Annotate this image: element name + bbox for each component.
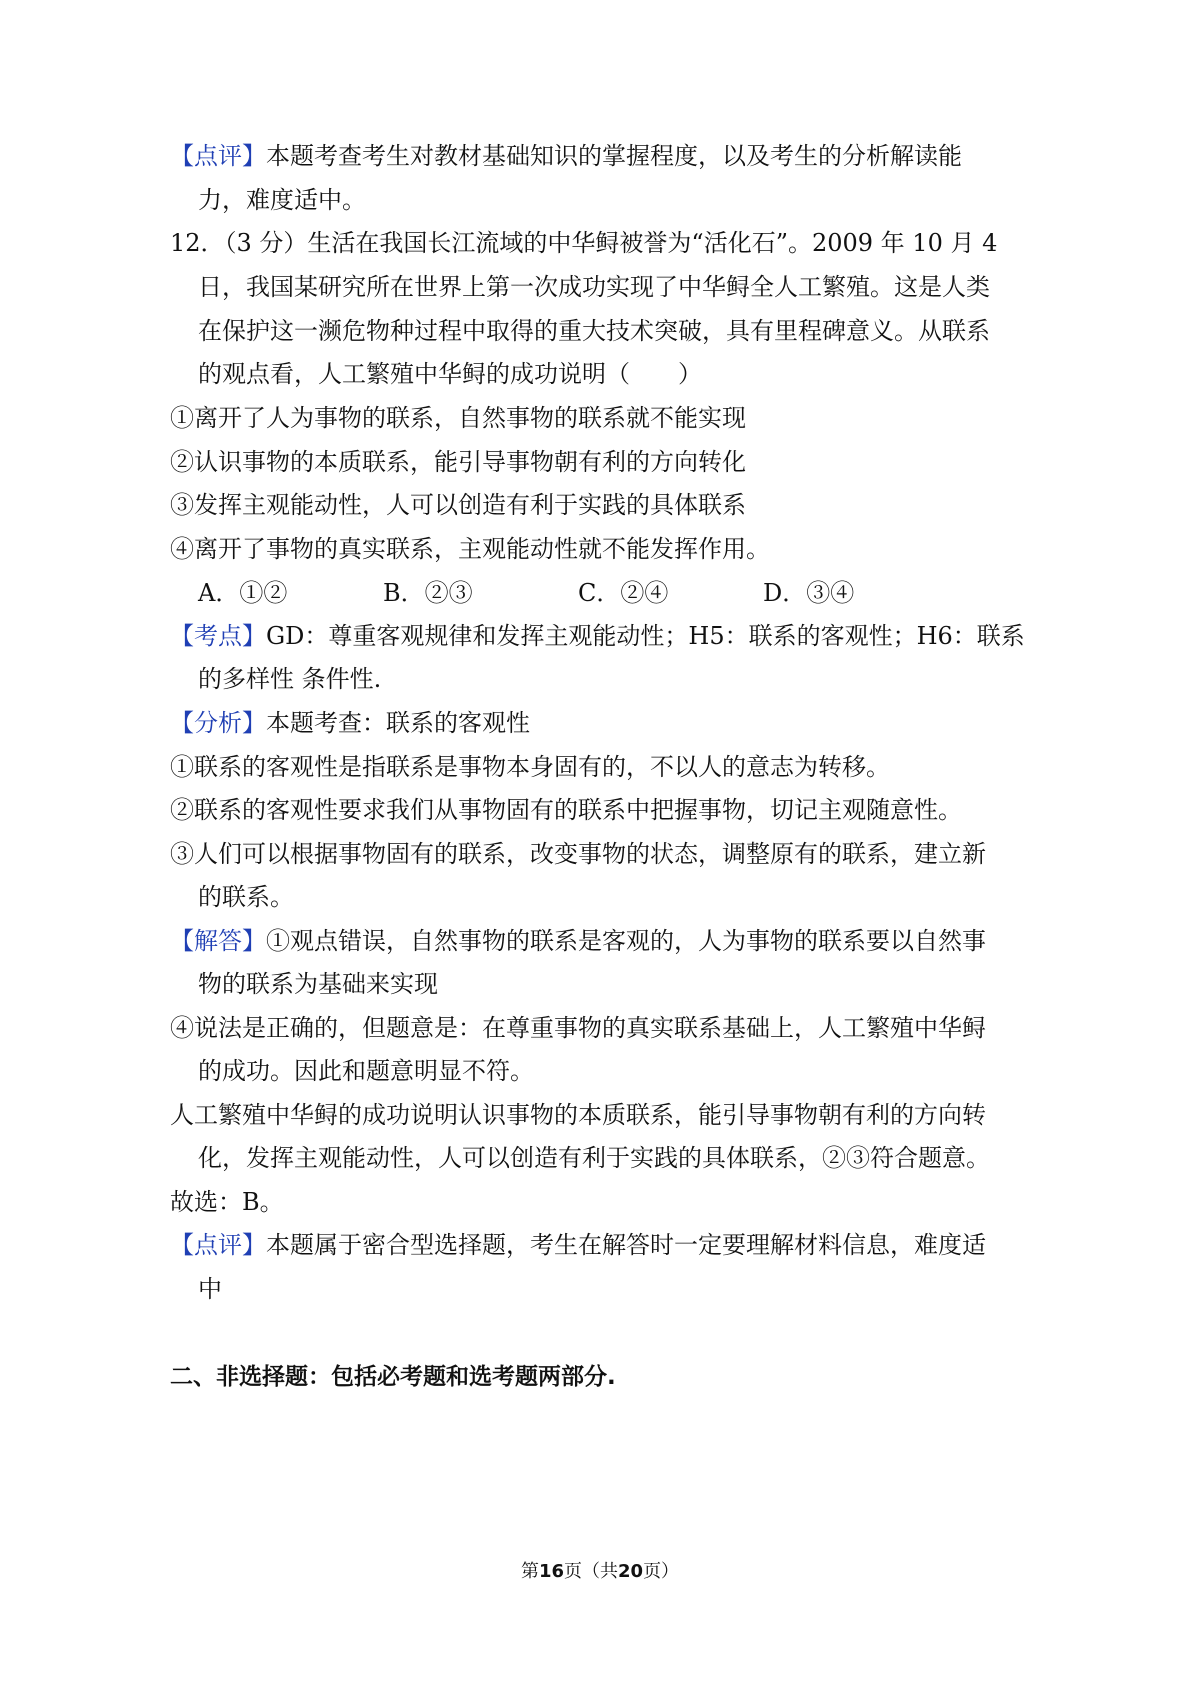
section-heading: 二、非选择题：包括必考题和选考题两部分.	[170, 1364, 616, 1390]
analysis-line-2: ①联系的客观性是指联系是事物本身固有的，不以人的意志为转移。	[170, 753, 890, 781]
statement-3: ③发挥主观能动性，人可以创造有利于实践的具体联系	[170, 491, 746, 519]
key-point-text: GD：尊重客观规律和发挥主观能动性；H5：联系的客观性；H6：联系	[266, 622, 1025, 650]
comment-line-2: 力，难度适中。	[198, 186, 366, 214]
answer-line-5: 人工繁殖中华鲟的成功说明认识事物的本质联系，能引导事物朝有利的方向转	[170, 1101, 986, 1129]
answer-line-3: ④说法是正确的，但题意是：在尊重事物的真实联系基础上，人工繁殖中华鲟	[170, 1014, 986, 1042]
comment2-line-2: 中	[198, 1275, 222, 1303]
question-stem-line-1: 12．（3 分）生活在我国长江流域的中华鲟被誉为“活化石”。2009 年 10 月 4	[170, 229, 998, 257]
question-stem-line-2: 日，我国某研究所在世界上第一次成功实现了中华鲟全人工繁殖。这是人类	[198, 273, 990, 301]
analysis-line-5: 的联系。	[198, 883, 294, 911]
key-point-line-1	[170, 621, 1025, 651]
option-d: D．③④	[763, 579, 855, 607]
footer-post: 页）	[643, 1561, 680, 1582]
analysis-line-1	[170, 708, 530, 738]
answer-tag: 【解答】	[170, 927, 266, 955]
answer-line-6: 化，发挥主观能动性，人可以创造有利于实践的具体联系，②③符合题意。	[198, 1144, 990, 1172]
footer-page-number: 16	[538, 1561, 564, 1582]
statement-2: ②认识事物的本质联系，能引导事物朝有利的方向转化	[170, 448, 746, 476]
option-a: A．①②	[198, 579, 288, 607]
question-stem-line-3: 在保护这一濒危物种过程中取得的重大技术突破，具有里程碑意义。从联系	[198, 317, 990, 345]
analysis-tag: 【分析】	[170, 709, 266, 737]
page-footer	[0, 1560, 1200, 1584]
key-point-tag: 【考点】	[170, 622, 266, 650]
question-stem-line-4: 的观点看，人工繁殖中华鲟的成功说明（ ）	[198, 360, 702, 388]
key-point-line-2: 的多样性 条件性.	[198, 665, 382, 693]
statement-4: ④离开了事物的真实联系，主观能动性就不能发挥作用。	[170, 535, 770, 563]
comment-line-1	[170, 141, 962, 171]
footer-total-pages: 20	[618, 1561, 644, 1582]
comment-tag: 【点评】	[170, 142, 266, 170]
option-c: C．②④	[578, 579, 669, 607]
analysis-line-4: ③人们可以根据事物固有的联系，改变事物的状态，调整原有的联系，建立新	[170, 840, 986, 868]
answer-line-4: 的成功。因此和题意明显不符。	[198, 1057, 534, 1085]
answer-line-2: 物的联系为基础来实现	[198, 970, 438, 998]
comment2-text: 本题属于密合型选择题，考生在解答时一定要理解材料信息，难度适	[266, 1231, 986, 1259]
analysis-text: 本题考查：联系的客观性	[266, 709, 530, 737]
analysis-line-3: ②联系的客观性要求我们从事物固有的联系中把握事物，切记主观随意性。	[170, 796, 962, 824]
answer-line-1	[170, 926, 986, 956]
option-b: B．②③	[383, 579, 473, 607]
answer-text: ①观点错误，自然事物的联系是客观的，人为事物的联系要以自然事	[266, 927, 986, 955]
answer-final-choice: 故选：B。	[170, 1188, 284, 1216]
comment2-tag: 【点评】	[170, 1231, 266, 1259]
footer-mid: 页（共	[564, 1561, 618, 1582]
comment2-line-1	[170, 1230, 986, 1260]
statement-1: ①离开了人为事物的联系，自然事物的联系就不能实现	[170, 404, 746, 432]
footer-pre: 第	[520, 1561, 539, 1582]
comment-text: 本题考查考生对教材基础知识的掌握程度，以及考生的分析解读能	[266, 142, 962, 170]
